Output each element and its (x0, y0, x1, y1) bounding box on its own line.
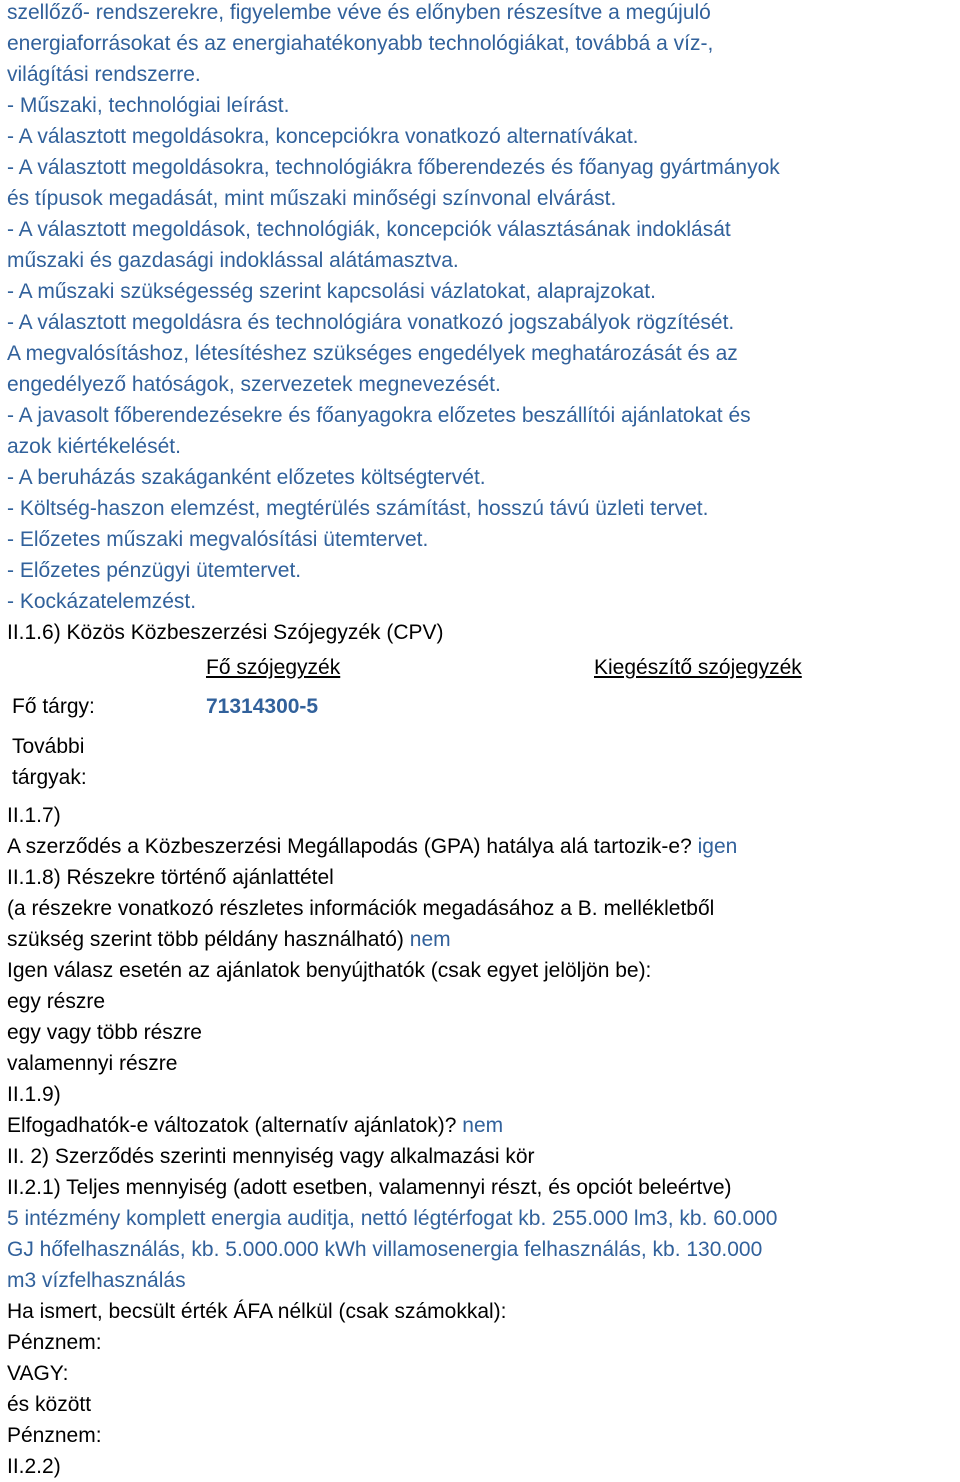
text-line: - A választott megoldásokra, technológiákra főberendezés és főanyag gyártmányok (7, 156, 780, 179)
between-label: és között (7, 1393, 92, 1416)
cpv-supplementary-vocabulary-header: Kiegészítő szójegyzék (594, 656, 802, 679)
text-line: műszaki és gazdasági indoklással alátámasztva. (7, 249, 459, 272)
text-line: - Műszaki, technológiai leírást. (7, 94, 290, 117)
text-line: engedélyező hatóságok, szervezetek megnevezését. (7, 373, 501, 396)
section-heading: II.1.8) Részekre történő ajánlattétel (7, 866, 334, 889)
text-line: - A műszaki szükségesség szerint kapcsolási vázlatokat, alaprajzokat. (7, 280, 656, 303)
text-line: - A választott megoldások, technológiák, koncepciók választásának indoklását (7, 218, 731, 241)
text-line: - Kockázatelemzést. (7, 590, 197, 613)
cpv-main-vocabulary-header: Fő szójegyzék (206, 656, 341, 679)
cpv-heading: II.1.6) Közös Közbeszerzési Szójegyzék (CPV) (7, 621, 444, 644)
text-line: világítási rendszerre. (7, 63, 201, 86)
or-label: VAGY: (7, 1362, 69, 1385)
section-heading: II.1.7) (7, 804, 61, 827)
estimate-label: Ha ismert, becsült érték ÁFA nélkül (csak számokkal): (7, 1300, 507, 1323)
text-line: (a részekre vonatkozó részletes információk megadásához a B. mellékletből (7, 897, 715, 920)
text-line: szellőző- rendszerekre, figyelembe véve és előnyben részesítve a megújuló (7, 1, 711, 24)
cpv-further-objects-label: tárgyak: (12, 766, 87, 789)
text-line: - A választott megoldásokra, koncepciókra vonatkozó alternatívákat. (7, 125, 639, 148)
lots-question: szükség szerint több példány használható) nem (7, 928, 451, 951)
text-line: A megvalósításhoz, létesítéshez szükséges engedélyek meghatározását és az (7, 342, 738, 365)
gpa-question: A szerződés a Közbeszerzési Megállapodás (GPA) hatálya alá tartozik-e? igen (7, 835, 738, 858)
quantity-line: 5 intézmény komplett energia auditja, nettó légtérfogat kb. 255.000 lm3, kb. 60.000 (7, 1207, 778, 1230)
cpv-table (7, 648, 960, 800)
text-line: és típusok megadását, mint műszaki minőségi színvonal elvárást. (7, 187, 617, 210)
text-line: - Költség-haszon elemzést, megtérülés számítást, hosszú távú üzleti tervet. (7, 497, 709, 520)
currency-label: Pénznem: (7, 1331, 102, 1354)
lot-option: egy részre (7, 990, 106, 1013)
variants-answer: nem (462, 1114, 504, 1137)
text-line: - Előzetes műszaki megvalósítási ütemtervet. (7, 528, 429, 551)
cpv-main-object-label: Fő tárgy: (12, 695, 95, 718)
requirements-list (7, 0, 960, 617)
currency-label: Pénznem: (7, 1424, 102, 1447)
cpv-further-objects-label: További (12, 735, 85, 758)
variants-question: Elfogadhatók-e változatok (alternatív ajánlatok)? nem (7, 1114, 504, 1137)
gpa-answer: igen (697, 835, 738, 858)
text-line: - Előzetes pénzügyi ütemtervet. (7, 559, 302, 582)
section-heading: II.1.9) (7, 1083, 61, 1106)
quantity-line: GJ hőfelhasználás, kb. 5.000.000 kWh villamosenergia felhasználás, kb. 130.000 (7, 1238, 763, 1261)
text-line: energiaforrásokat és az energiahatékonyabb technológiákat, továbbá a víz-, (7, 32, 714, 55)
text-line: Igen válasz esetén az ajánlatok benyújthatók (csak egyet jelöljön be): (7, 959, 652, 982)
text-line: azok kiértékelését. (7, 435, 181, 458)
text-line: - A beruházás szakáganként előzetes költségtervét. (7, 466, 486, 489)
lot-option: egy vagy több részre (7, 1021, 202, 1044)
section-heading: II. 2) Szerződés szerinti mennyiség vagy alkalmazási kör (7, 1145, 535, 1168)
quantity-line: m3 vízfelhasználás (7, 1269, 186, 1292)
lot-option: valamennyi részre (7, 1052, 178, 1075)
text-line: - A javasolt főberendezésekre és főanyagokra előzetes beszállítói ajánlatokat és (7, 404, 751, 427)
section-heading: II.2.2) (7, 1455, 61, 1478)
cpv-main-code: 71314300-5 (206, 695, 319, 718)
section-heading: II.2.1) Teljes mennyiség (adott esetben, valamennyi részt, és opciót beleértve) (7, 1176, 732, 1199)
lots-answer: nem (409, 928, 451, 951)
text-line: - A választott megoldásra és technológiára vonatkozó jogszabályok rögzítését. (7, 311, 735, 334)
